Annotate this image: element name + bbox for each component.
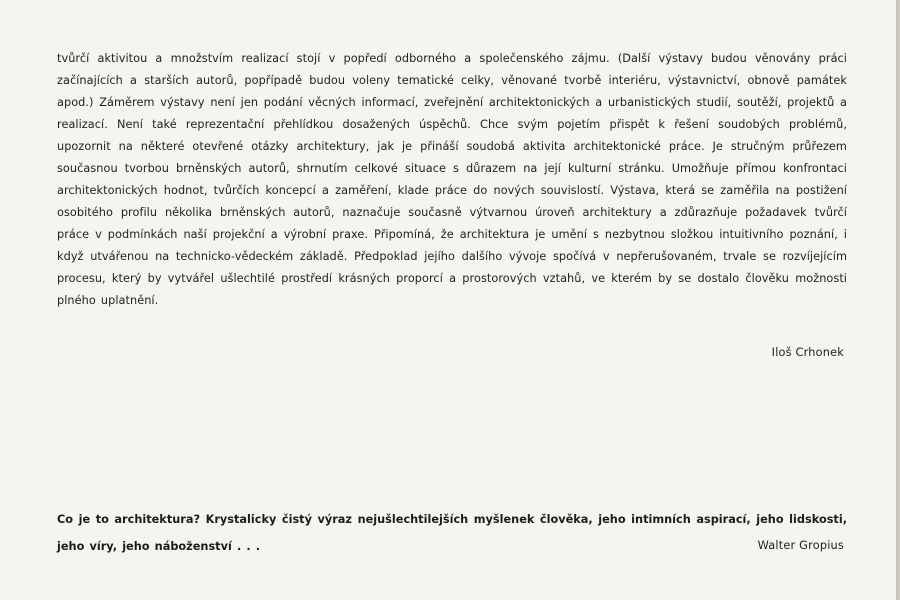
quote-author-signature: Walter Gropius bbox=[757, 539, 844, 552]
quote-text: Co je to architektura? Krystalicky čistý výraz nejušlechtilejších myšlenek člověka, jeho intimních aspirací, jeho lidskosti, jeho víry, jeho náboženství . . . bbox=[57, 513, 847, 554]
essay-body-text: tvůrčí aktivitou a množstvím realizací stojí v popředí odborného a společenského zájmu. (Další výstavy budou věnovány práci začínajících a starších autorů, popřípadě budou voleny tematické celky, věnované tvorbě interiéru, výstavnictví, obnově památek apod.) Záměrem výstavy není jen podání věcných informací, zveřejnění architektonických a urbanistických studií, soutěží, projektů a realizací. Není také reprezentační přehlídkou dosažených úspěchů. Chce svým pojetím přispět k řešení soudobých problémů, upozornit na některé otevřené otázky architektury, jak je přináší soudobá aktivita architektonické práce. Je stručným průřezem současnou tvorbou brněnských autorů, shrnutím celkové situace s důrazem na její kulturní stránku. Umožňuje přímou konfrontaci architektonických hodnot, tvůrčích koncepcí a zaměření, klade práce do nových souvislostí. Výstava, která se zaměřila na postižení osobitého profilu několika brněnských autorů, naznačuje současně výtvarnou úroveň architektury a zdůrazňuje požadavek tvůrčí práce v podmínkách naší projekční a výrobní praxe. Připomíná, že architektura je umění s nezbytnou složkou intuitivního poznání, i když utvářenou na technicko-vědeckém základě. Předpoklad jejího dalšího vývoje spočívá v nepřerušovaném, trvale se rozvíjejícím procesu, který by vytvářel ušlechtilé prostředí krásných proporcí a prostorových vztahů, ve kterém by se dostalo člověku možnosti plného uplatnění. bbox=[57, 52, 847, 308]
essay-author-signature: Iloš Crhonek bbox=[771, 346, 844, 359]
